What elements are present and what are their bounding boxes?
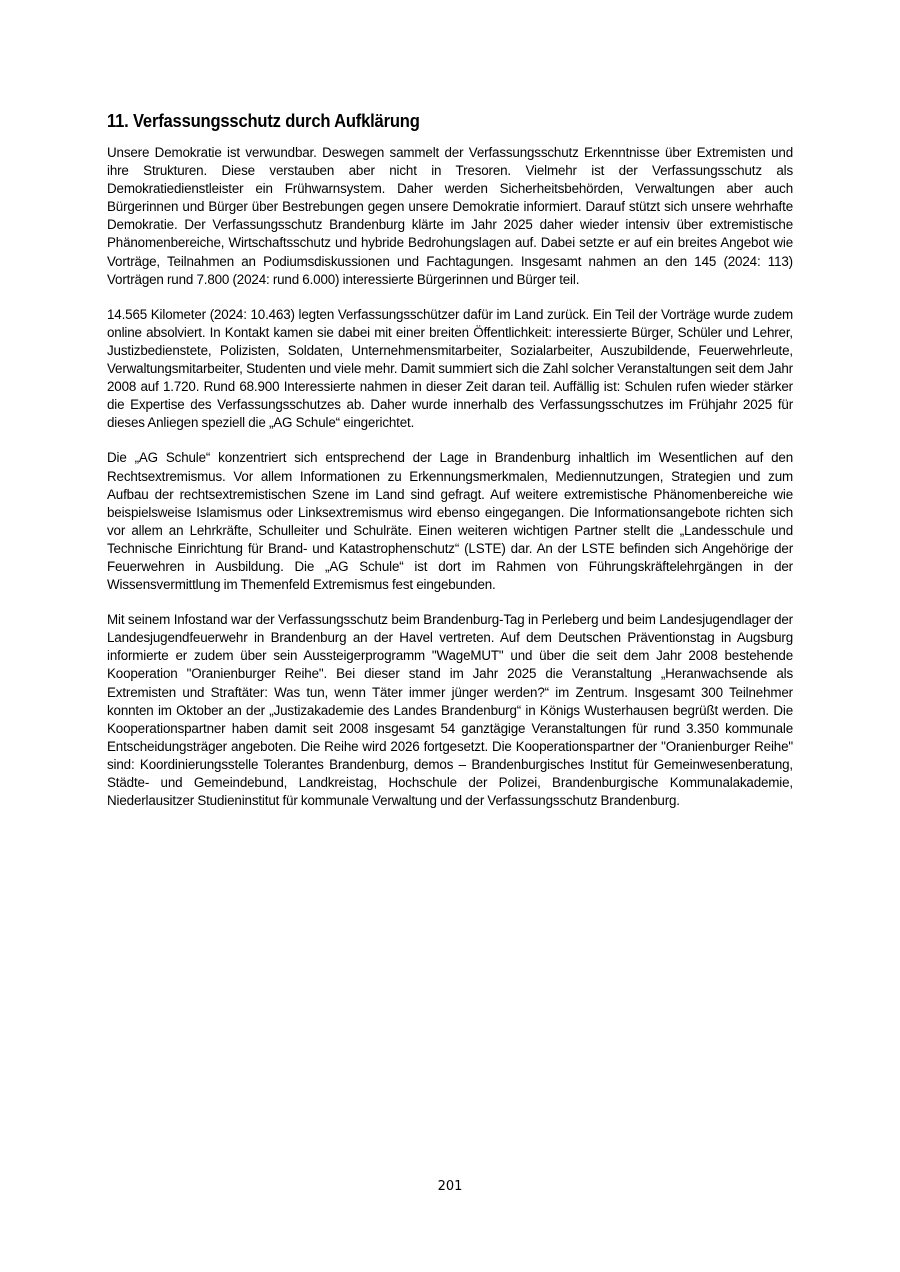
paragraph-ag-schule: Die „AG Schule“ konzentriert sich entsprechend der Lage in Brandenburg inhaltlich im Wesentlichen auf den Rechtsextremismus. Vor allem Informationen zu Erkennungsmerkmalen, Mediennutzungen, Strategien und zum Aufbau der rechtsextremistischen Szene im Land sind gefragt. Auf weitere extremistische Phänomenbereiche wie beispielsweise Islamismus oder Linksextremismus wird ebenso eingegangen. Die Informationsangebote richten sich vor allem an Lehrkräfte, Schulleiter und Schulräte. Einen weiteren wichtigen Partner stellt die „Landesschule und Technische Einrichtung für Brand- und Katastrophenschutz“ (LSTE) dar. An der LSTE befinden sich Angehörige der Feuerwehren in Ausbildung. Die „AG Schule“ ist dort im Rahmen von Führungskräftelehrgängen in der Wissensvermittlung im Themenfeld Extremismus fest eingebunden.	[107, 450, 793, 593]
section-heading: 11. Verfassungsschutz durch Aufklärung	[107, 111, 420, 131]
paragraph-events: Mit seinem Infostand war der Verfassungsschutz beim Brandenburg-Tag in Perleberg und beim Landesjugendlager der Landesjugendfeuerwehr in Brandenburg an der Havel vertreten. Auf dem Deutschen Präventionstag in Augsburg informierte er zudem über sein Aussteigerprogramm "WageMUT" und über die seit dem Jahr 2008 bestehende Kooperation "Oranienburger Reihe". Bei dieser stand im Jahr 2025 die Veranstaltung „Heranwachsende als Extremisten und Straftäter: Was tun, wenn Täter immer jünger werden?“ im Zentrum. Insgesamt 300 Teilnehmer konnten im Oktober an der „Justizakademie des Landes Brandenburg“ in Königs Wusterhausen begrüßt werden. Die Kooperationspartner haben damit seit 2008 insgesamt 54 ganztägige Veranstaltungen für rund 3.350 kommunale Entscheidungsträger angeboten. Die Reihe wird 2026 fortgesetzt. Die Kooperationspartner der "Oranienburger Reihe" sind: Koordinierungsstelle Tolerantes Brandenburg, demos – Brandenburgisches Institut für Gemeinwesenberatung, Städte- und Gemeindebund, Landkreistag, Hochschule der Polizei, Brandenburgische Kommunalakademie, Niederlausitzer Studieninstitut für kommunale Verwaltung und der Verfassungsschutz Brandenburg.	[107, 612, 793, 809]
paragraph-intro: Unsere Demokratie ist verwundbar. Deswegen sammelt der Verfassungsschutz Erkenntnisse über Extremisten und ihre Strukturen. Diese verstauben aber nicht in Tresoren. Vielmehr ist der Verfassungsschutz als Demokratiedienstleister ein Frühwarnsystem. Daher werden Sicherheitsbehörden, Verwaltungen aber auch Bürgerinnen und Bürger über Bestrebungen gegen unsere Demokratie informiert. Darauf stützt sich unsere wehrhafte Demokratie. Der Verfassungsschutz Brandenburg klärte im Jahr 2025 daher wieder intensiv über extremistische Phänomenbereiche, Wirtschaftsschutz und hybride Bedrohungslagen auf. Dabei setzte er auf ein breites Angebot wie Vorträge, Teilnahmen an Podiumsdiskussionen und Fachtagungen. Insgesamt nahmen an den 145 (2024: 113) Vorträgen rund 7.800 (2024: rund 6.000) interessierte Bürgerinnen und Bürger teil.	[107, 145, 793, 287]
paragraph-outreach: 14.565 Kilometer (2024: 10.463) legten Verfassungsschützer dafür im Land zurück. Ein Teil der Vorträge wurde zudem online absolviert. In Kontakt kamen sie dabei mit einer breiten Öffentlichkeit: interessierte Bürger, Schüler und Lehrer, Justizbedienstete, Polizisten, Soldaten, Unternehmensmitarbeiter, Sozialarbeiter, Auszubildende, Feuerwehrleute, Verwaltungsmitarbeiter, Studenten und viele mehr. Damit summiert sich die Zahl solcher Veranstaltungen seit dem Jahr 2008 auf 1.720. Rund 68.900 Interessierte nahmen in dieser Zeit daran teil. Auffällig ist: Schulen rufen wieder stärker die Expertise des Verfassungsschutzes ab. Daher wurde innerhalb des Verfassungsschutzes im Frühjahr 2025 für dieses Anliegen speziell die „AG Schule“ eingerichtet.	[107, 306, 793, 431]
page-content	[107, 108, 793, 827]
page-number: 201	[437, 1179, 463, 1194]
